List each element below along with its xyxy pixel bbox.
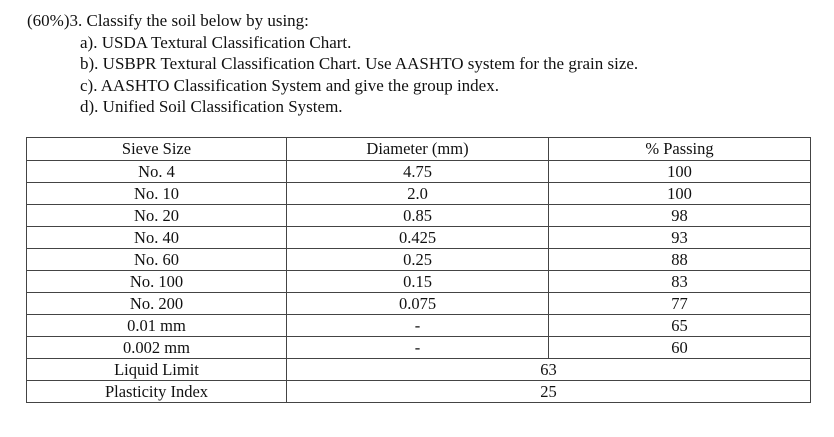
- liquid-limit-row: [27, 359, 811, 381]
- sieve-size-cell: No. 20: [27, 205, 287, 227]
- diameter-cell: 2.0: [287, 183, 549, 205]
- sieve-size-cell: No. 100: [27, 271, 287, 293]
- percent-passing-cell: 100: [549, 161, 811, 183]
- question-text: [27, 10, 638, 118]
- question-part-d: d). Unified Soil Classification System.: [80, 97, 343, 116]
- liquid-limit-label: Liquid Limit: [27, 359, 287, 381]
- percent-passing-cell: 65: [549, 315, 811, 337]
- plasticity-index-row: [27, 381, 811, 403]
- sieve-size-cell: No. 200: [27, 293, 287, 315]
- table-row: [27, 227, 811, 249]
- header-diameter: Diameter (mm): [287, 138, 549, 161]
- table-row: [27, 271, 811, 293]
- percent-passing-cell: 88: [549, 249, 811, 271]
- diameter-cell: 0.25: [287, 249, 549, 271]
- header-percent-passing: % Passing: [549, 138, 811, 161]
- question-part-a: a). USDA Textural Classification Chart.: [80, 32, 352, 52]
- percent-passing-cell: 98: [549, 205, 811, 227]
- sieve-size-cell: No. 60: [27, 249, 287, 271]
- liquid-limit-value: 63: [287, 359, 811, 381]
- sieve-analysis-table: [26, 137, 811, 403]
- diameter-cell: -: [287, 315, 549, 337]
- diameter-cell: 0.075: [287, 293, 549, 315]
- table-header-row: [27, 138, 811, 161]
- percent-passing-cell: 60: [549, 337, 811, 359]
- header-sieve-size: Sieve Size: [27, 138, 287, 161]
- sieve-size-cell: No. 4: [27, 161, 287, 183]
- table-row: [27, 161, 811, 183]
- table-row: [27, 183, 811, 205]
- sieve-size-cell: 0.002 mm: [27, 337, 287, 359]
- percent-passing-cell: 100: [549, 183, 811, 205]
- table-row: [27, 293, 811, 315]
- percent-passing-cell: 83: [549, 271, 811, 293]
- percent-passing-cell: 93: [549, 227, 811, 249]
- diameter-cell: 4.75: [287, 161, 549, 183]
- question-intro: (60%)3. Classify the soil below by using:: [27, 11, 309, 30]
- table-row: [27, 205, 811, 227]
- percent-passing-cell: 77: [549, 293, 811, 315]
- diameter-cell: 0.15: [287, 271, 549, 293]
- diameter-cell: 0.85: [287, 205, 549, 227]
- table-row: [27, 249, 811, 271]
- question-part-b: b). USBPR Textural Classification Chart. Use AASHTO system for the grain size.: [80, 54, 639, 73]
- question-part-c: c). AASHTO Classification System and give the group index.: [80, 75, 499, 95]
- sieve-size-cell: No. 40: [27, 227, 287, 249]
- diameter-cell: -: [287, 337, 549, 359]
- table-row: [27, 315, 811, 337]
- plasticity-index-value: 25: [287, 381, 811, 403]
- sieve-size-cell: 0.01 mm: [27, 315, 287, 337]
- diameter-cell: 0.425: [287, 227, 549, 249]
- table-row: [27, 337, 811, 359]
- sieve-size-cell: No. 10: [27, 183, 287, 205]
- plasticity-index-label: Plasticity Index: [27, 381, 287, 403]
